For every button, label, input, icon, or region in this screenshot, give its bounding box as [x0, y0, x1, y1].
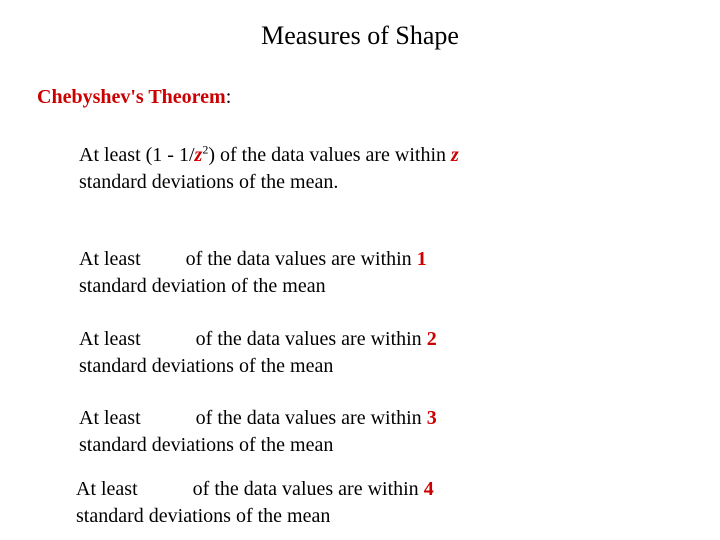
example-3-line-1 — [79, 405, 437, 432]
statement-prefix: At least (1 - 1/ — [79, 144, 195, 166]
example-2-lead: At least — [79, 328, 141, 350]
theorem-statement-line-2: standard deviations of the mean. — [79, 171, 339, 193]
example-4-line-2: standard deviations of the mean — [76, 505, 331, 527]
example-3-count: 3 — [426, 407, 437, 429]
theorem-heading — [37, 85, 231, 109]
example-3-middle: of the data values are within — [195, 407, 422, 429]
example-1-count: 1 — [416, 248, 427, 270]
example-2-line-1 — [79, 326, 437, 353]
page-title: Measures of Shape — [261, 21, 459, 50]
example-1-middle: of the data values are within — [185, 248, 412, 270]
example-2-middle: of the data values are within — [195, 328, 422, 350]
example-1-line-1 — [79, 246, 427, 273]
example-1-lead: At least — [79, 248, 141, 270]
example-3 — [79, 405, 437, 459]
statement-middle: ) of the data values are within — [208, 144, 452, 166]
example-3-line-2: standard deviations of the mean — [79, 434, 334, 456]
example-1 — [79, 246, 427, 300]
example-4-middle: of the data values are within — [192, 478, 419, 500]
example-4-lead: At least — [76, 478, 138, 500]
example-1-line-2: standard deviation of the mean — [79, 275, 326, 297]
example-4-count: 4 — [423, 478, 434, 500]
example-2-count: 2 — [426, 328, 437, 350]
example-3-lead: At least — [79, 407, 141, 429]
theorem-statement — [79, 142, 459, 196]
theorem-statement-line-1 — [79, 142, 459, 169]
example-2 — [79, 326, 437, 380]
theorem-label: Chebyshev's Theorem — [37, 86, 226, 108]
theorem-colon: : — [225, 86, 232, 108]
statement-variable: z — [194, 144, 203, 166]
example-2-line-2: standard deviations of the mean — [79, 355, 334, 377]
statement-variable-end: z — [451, 144, 459, 166]
example-4-line-1 — [76, 476, 434, 503]
statement-exponent: 2 — [202, 142, 209, 157]
example-4 — [76, 476, 434, 530]
